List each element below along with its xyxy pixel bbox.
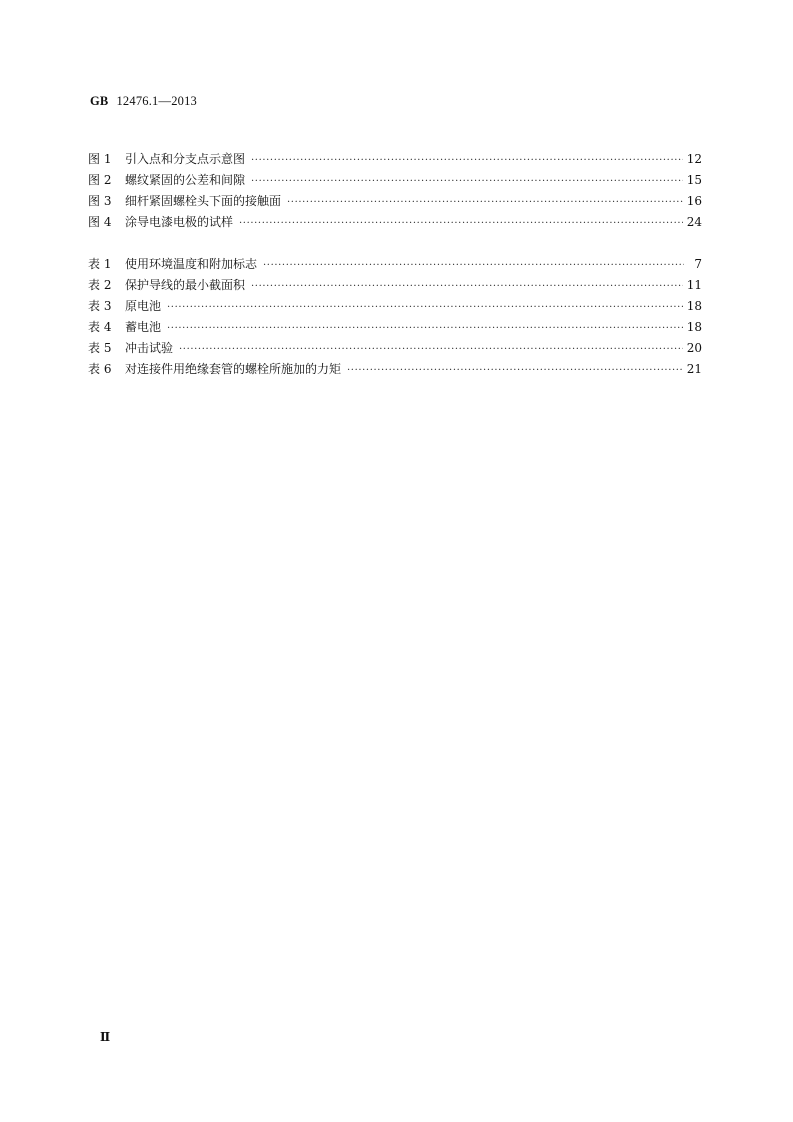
table-title: 蓄电池: [125, 320, 162, 334]
figure-entry[interactable]: [88, 213, 702, 234]
table-title: 保护导线的最小截面积: [125, 278, 246, 292]
table-entry[interactable]: [88, 276, 702, 297]
standard-number: 12476.1—2013: [116, 94, 197, 108]
table-label: 表 1: [88, 257, 112, 271]
dot-leader: [347, 365, 683, 376]
figure-page-number: 15: [686, 173, 702, 187]
table-entry[interactable]: [88, 339, 702, 360]
table-page-number: 18: [686, 299, 702, 313]
dot-leader: [251, 281, 683, 292]
table-label: 表 6: [88, 362, 112, 376]
table-label: 表 2: [88, 278, 112, 292]
figure-page-number: 16: [686, 194, 702, 208]
figure-entry[interactable]: [88, 150, 702, 171]
dot-leader: [251, 155, 683, 166]
figure-label: 图 4: [88, 215, 112, 229]
figures-list: [88, 150, 702, 234]
page-number: Ⅱ: [100, 1030, 111, 1044]
dot-leader: [287, 197, 683, 208]
table-label: 表 4: [88, 320, 112, 334]
page-header: [90, 94, 197, 109]
table-page-number: 11: [686, 278, 702, 292]
table-entry[interactable]: [88, 255, 702, 276]
table-title: 对连接件用绝缘套管的螺栓所施加的力矩: [125, 362, 342, 376]
table-title: 使用环境温度和附加标志: [125, 257, 258, 271]
figure-label: 图 3: [88, 194, 112, 208]
table-label: 表 3: [88, 299, 112, 313]
dot-leader: [251, 176, 683, 187]
standard-prefix: GB: [90, 94, 109, 108]
figure-label: 图 2: [88, 173, 112, 187]
table-title: 原电池: [125, 299, 162, 313]
tables-list: [88, 255, 702, 381]
figure-title: 引入点和分支点示意图: [125, 152, 246, 166]
table-title: 冲击试验: [125, 341, 174, 355]
table-entry[interactable]: [88, 318, 702, 339]
dot-leader: [179, 344, 683, 355]
dot-leader: [167, 302, 683, 313]
figure-title: 涂导电漆电极的试样: [125, 215, 234, 229]
figure-page-number: 24: [686, 215, 702, 229]
table-entry[interactable]: [88, 297, 702, 318]
table-page-number: 20: [686, 341, 702, 355]
table-entry[interactable]: [88, 360, 702, 381]
dot-leader: [239, 218, 683, 229]
figure-entry[interactable]: [88, 192, 702, 213]
table-page-number: 21: [686, 362, 702, 376]
dot-leader: [263, 260, 684, 271]
figure-label: 图 1: [88, 152, 112, 166]
figure-page-number: 12: [686, 152, 702, 166]
table-page-number: 18: [686, 320, 702, 334]
figure-entry[interactable]: [88, 171, 702, 192]
figure-title: 螺纹紧固的公差和间隙: [125, 173, 246, 187]
dot-leader: [167, 323, 683, 334]
figure-title: 细杆紧固螺栓头下面的接触面: [125, 194, 282, 208]
table-page-number: 7: [694, 257, 702, 271]
table-label: 表 5: [88, 341, 112, 355]
